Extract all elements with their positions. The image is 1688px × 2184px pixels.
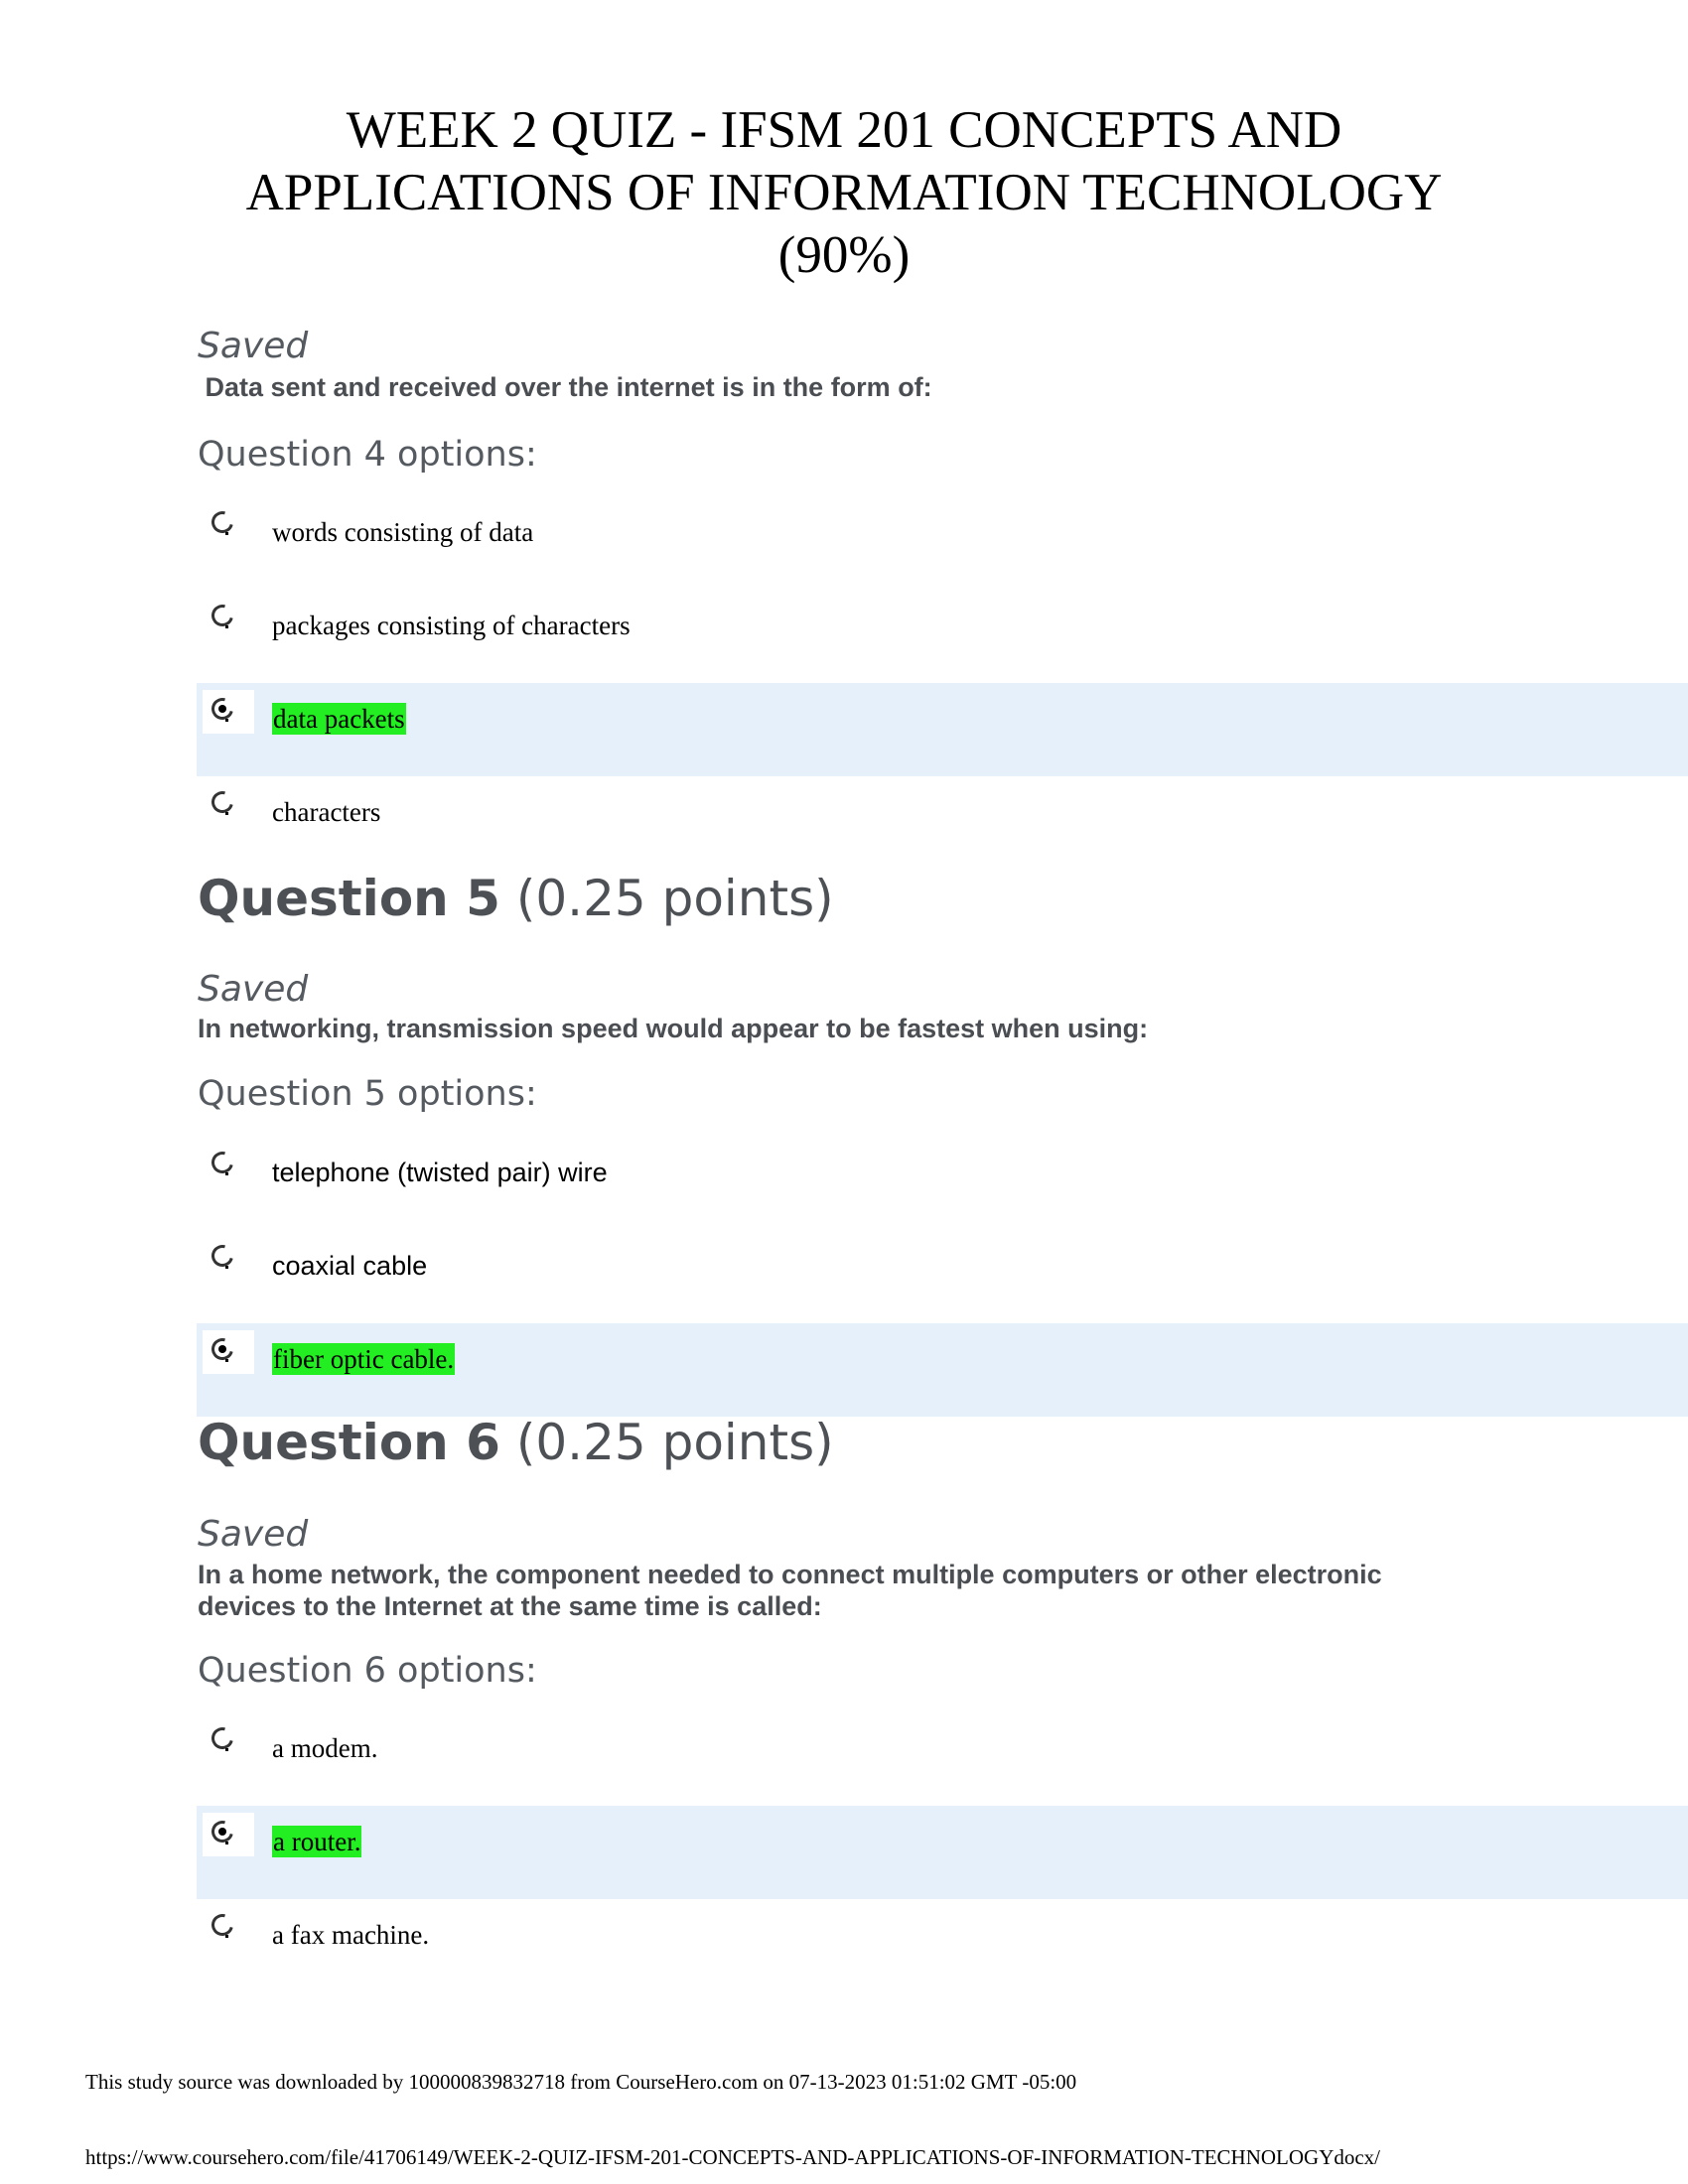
radio-tick [225,1172,228,1175]
q6-option-3[interactable] [197,1899,1688,1992]
q4-option-4[interactable] [197,776,1688,870]
radio-tick [225,719,228,722]
option-label-highlighted: a router. [273,1827,361,1856]
q5-options-heading: Question 5 options: [198,1074,537,1114]
q5-option-3-selected[interactable] [197,1323,1688,1417]
radio-tick [225,1748,228,1751]
radio-tick [225,1266,228,1269]
q5-option-1[interactable] [197,1137,1688,1230]
radio-tick [225,1935,228,1938]
q6-heading-points: (0.25 points) [499,1414,834,1471]
q5-heading [198,870,834,927]
q6-option-1[interactable] [197,1712,1688,1806]
document-title-line-1: WEEK 2 QUIZ - IFSM 201 CONCEPTS AND [346,101,1342,159]
q4-option-3-selected[interactable] [197,683,1688,776]
radio-button[interactable] [203,1719,254,1763]
option-label: telephone (twisted pair) wire [272,1158,608,1187]
q6-option-2-selected[interactable] [197,1806,1688,1899]
radio-button-selected[interactable] [203,690,254,734]
radio-tick [225,532,228,535]
q5-heading-number: Question 5 [198,870,500,927]
radio-icon [208,1148,237,1177]
radio-icon [208,1723,237,1753]
q6-options-heading: Question 6 options: [198,1651,537,1691]
radio-selected-dot-icon [218,705,226,713]
radio-button-selected[interactable] [203,1330,254,1374]
option-label-highlighted: fiber optic cable. [273,1344,455,1374]
q5-heading-points: (0.25 points) [499,870,834,927]
radio-tick [225,1359,228,1362]
radio-selected-dot-icon [218,1828,226,1836]
q6-prompt-line-2: devices to the Internet at the same time is called: [198,1591,822,1621]
q4-saved-status: Saved [198,326,309,366]
radio-icon [208,787,237,817]
q5-saved-status: Saved [198,969,309,1010]
document-title-line-3: (90%) [777,226,911,284]
radio-icon [208,1241,237,1271]
option-label: coaxial cable [272,1251,428,1281]
footer-download-note: This study source was downloaded by 100000839832718 from CourseHero.com on 07-13-2023 01:51:02 GMT -05:00 [85,2070,1077,2094]
radio-button[interactable] [203,1906,254,1950]
q4-prompt: Data sent and received over the internet is in the form of: [198,372,932,402]
radio-button[interactable] [203,503,254,547]
option-label-highlighted: data packets [273,704,405,734]
q6-saved-status: Saved [198,1514,309,1555]
q4-option-2[interactable] [197,590,1688,683]
radio-button[interactable] [203,1237,254,1281]
option-label: packages consisting of characters [272,611,631,640]
radio-icon [208,601,237,630]
q5-option-2[interactable] [197,1230,1688,1323]
document-title [139,99,1549,287]
option-label: a fax machine. [272,1920,430,1950]
q6-heading-number: Question 6 [198,1414,500,1471]
radio-button[interactable] [203,1144,254,1187]
q4-option-1[interactable] [197,496,1688,590]
radio-button[interactable] [203,783,254,827]
q4-options-heading: Question 4 options: [198,435,537,475]
q5-prompt: In networking, transmission speed would appear to be fastest when using: [198,1014,1149,1043]
option-label: a modem. [272,1733,378,1763]
radio-tick [225,812,228,815]
q6-prompt-line-1: In a home network, the component needed to connect multiple computers or other electronic [198,1560,1382,1589]
q6-heading [198,1414,834,1471]
radio-button-selected[interactable] [203,1813,254,1856]
footer-url-link[interactable]: https://www.coursehero.com/file/41706149/WEEK-2-QUIZ-IFSM-201-CONCEPTS-AND-APPLICATIONS-OF-INFORMATION-TECHNOLOGYdocx/ [85,2145,1381,2169]
radio-icon [208,1910,237,1940]
document-title-line-2: APPLICATIONS OF INFORMATION TECHNOLOGY [245,164,1443,221]
option-label: characters [272,797,381,827]
radio-icon [208,507,237,537]
radio-tick [225,1842,228,1844]
radio-selected-dot-icon [218,1345,226,1353]
q6-prompt [198,1559,1488,1622]
radio-tick [225,625,228,628]
option-label: words consisting of data [272,517,534,547]
radio-button[interactable] [203,597,254,640]
